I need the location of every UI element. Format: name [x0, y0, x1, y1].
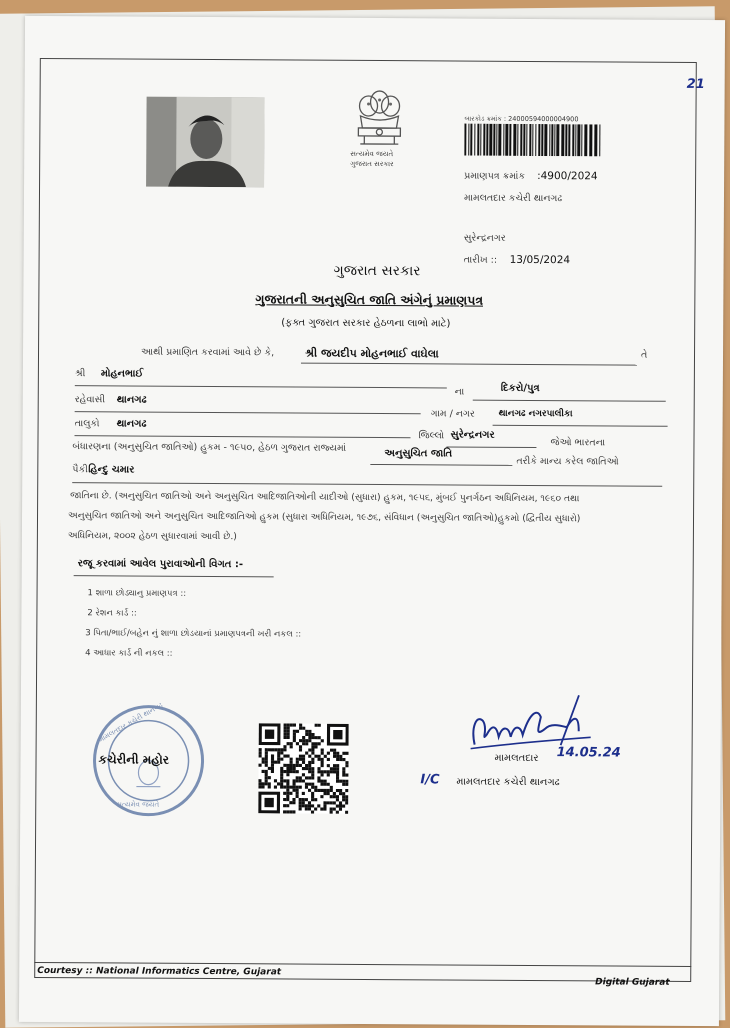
- evidence-item: 1 શાળા છોડ્યાનુ પ્રમાણપત્ર ::: [87, 588, 187, 599]
- name-suffix: તે: [640, 349, 648, 361]
- evidence-heading: રજૂ કરવામાં આવેલ પુરાવાઓની વિગત :-: [77, 558, 244, 571]
- signatory-designation: મામલતદાર: [494, 752, 539, 765]
- village-value: થાનગઢ નગરપાલીકા: [498, 408, 573, 420]
- district-value: સુરેન્દ્રનગર: [450, 429, 495, 441]
- evidence-item: 3 પિતા/ભાઈ/બહેન નું શાળા છોડયાનાં પ્રમાણપત્રની ખરી નકલ ::: [85, 628, 302, 640]
- signature-block: [410, 686, 641, 797]
- father-prefix: શ્રી: [74, 368, 86, 380]
- issue-date: 13/05/2024: [509, 253, 571, 267]
- barcode-label: બારકોડ ક્રમાંક : 24000594000004900: [464, 114, 579, 124]
- taluka-value: થાનગઢ: [116, 418, 147, 430]
- certificate-page: [19, 16, 725, 1026]
- caste-prefix: પૈકી: [72, 464, 88, 476]
- certificate-number-label: પ્રમાણપત્ર ક્રમાંક: [464, 170, 526, 182]
- signature-date: 14.05.24: [556, 745, 621, 761]
- government-title: ગુજરાત સરકાર: [333, 262, 421, 280]
- date-label: તારીખ ::: [463, 254, 498, 266]
- certificate-subtitle: (ફક્ત ગુજરાત સરકાર હેઠળના લાભો માટે): [281, 317, 451, 330]
- intro-text: આથી પ્રમાણિત કરવામાં આવે છે કે,: [140, 346, 275, 359]
- resident-label: રહેવાસી: [74, 394, 106, 406]
- village-label: ગામ / નગર: [430, 408, 475, 420]
- place: સુરેન્દ્રનગર: [463, 232, 506, 244]
- recognized-text: તરીકે માન્ય કરેલ જાતિઓ: [516, 455, 619, 468]
- district-label: જિલ્લો: [418, 430, 445, 442]
- seal-ring-top-text: મામલતદાર કચેરી થાનગઢ: [97, 701, 165, 744]
- taluka-label: તાલુકો: [74, 418, 100, 430]
- caste-value: હિન્દુ ચમાર: [88, 464, 135, 476]
- certificate-title: ગુજરાતની અનુસુચિત જાતિ અંગેનું પ્રમાણપત્ર: [255, 291, 484, 308]
- seal-ring-bottom-text: સત્યમેવ જયતે: [116, 800, 160, 809]
- certificate-number: :4900/2024: [537, 170, 598, 183]
- signatory-office: મામલતદાર કચેરી થાનગઢ: [456, 776, 560, 789]
- evidence-item: 2 રેશન કાર્ડ ::: [87, 608, 137, 619]
- father-name: મોહનભાઈ: [100, 368, 144, 380]
- country-text: જેઓ ભારતના: [550, 437, 606, 449]
- emblem-caption-motto: સત્યમેવ જયતે: [350, 149, 394, 159]
- footer-brand: Digital Gujarat: [595, 977, 670, 988]
- resident-value: થાનગઢ: [116, 394, 147, 406]
- legal-text-line-1: જાતિના છે. (અનુસુચિત જાતિઓ અને અનુસુચિત આદિજાતિઓની યાદીઓ (સુધારા) હુકમ, ૧૯૫૬, મુંબઈ પુનર્ગઠન અધિનિયમ, ૧૯૬૦ તથા: [70, 490, 580, 505]
- order-text: બંધારણના (અનુસુચિત જાતિઓ) હુકમ - ૧૯૫૦, હેઠળ ગુજરાત રાજ્યમાં: [72, 441, 347, 454]
- category: અનુસુચિત જાતિ: [384, 448, 453, 460]
- office-seal: [88, 700, 209, 821]
- state-emblem: [346, 88, 413, 178]
- qr-code: [258, 723, 349, 814]
- footer-credit: Courtesy :: National Informatics Centre, Gujarat: [37, 965, 282, 978]
- legal-text-line-2: અનુસુચિત જાતિઓ અને અનુસુચિત આદિજાતિઓ હુકમ (સુધારા અધિનિયમ, ૧૯૭૬, સંવિધાન (અનુસુચિત જાતિઓ)હુકમો (દ્વિતીય સુધારો): [67, 510, 581, 525]
- barcode: [464, 124, 600, 157]
- relation: દિકરો/પુત્ર: [500, 382, 540, 395]
- handwritten-page-number: 21: [686, 76, 705, 93]
- emblem-caption-government: ગુજરાત સરકાર: [350, 159, 394, 169]
- of-label: ના: [454, 386, 465, 398]
- incharge-mark: I/C: [420, 772, 440, 788]
- applicant-name: શ્રી જયદીપ મોહનભાઈ વાઘેલા: [304, 346, 439, 361]
- applicant-photo: [146, 97, 265, 188]
- evidence-item: 4 આધાર કાર્ડ ની નકલ ::: [85, 648, 173, 659]
- legal-text-line-3: અધિનિયમ, ૨૦૦૨ હેઠળ સુધારવામાં આવી છે.): [67, 530, 237, 543]
- seal-text: કચેરીની મહોર: [98, 752, 170, 767]
- issuing-office: મામલતદાર કચેરી થાનગઢ: [463, 192, 563, 205]
